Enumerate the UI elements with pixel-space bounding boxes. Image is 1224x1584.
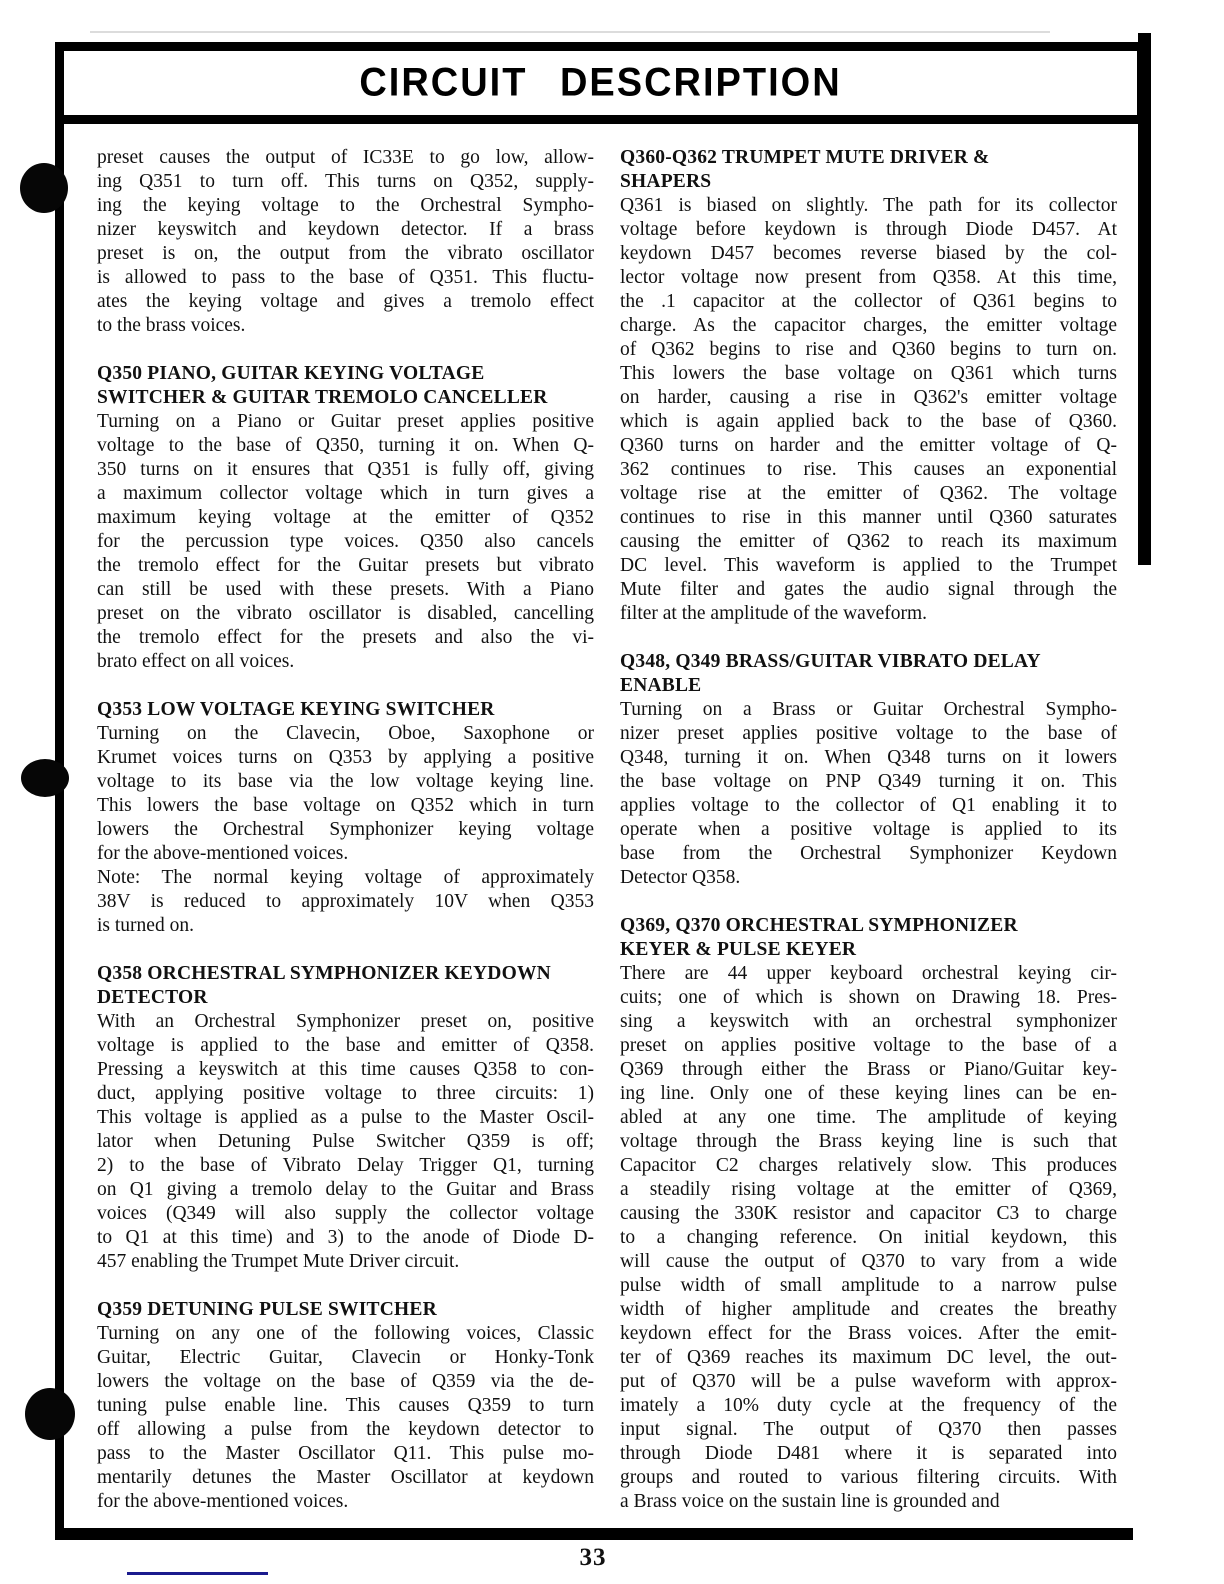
scan-artifact-line bbox=[90, 31, 1050, 33]
text-line: a maximum collector voltage which in turn gives a bbox=[97, 483, 594, 504]
section-heading-line: ENABLE bbox=[620, 675, 702, 696]
text-line: 350 turns on it ensures that Q351 is fully off, giving bbox=[97, 459, 594, 480]
text-line: 38V is reduced to approximately 10V when Q353 bbox=[97, 891, 594, 912]
text-line: voltage is applied to the base and emitter of Q358. bbox=[97, 1035, 594, 1056]
text-line: nizer preset applies positive voltage to the base of bbox=[620, 723, 1117, 744]
text-line: causing the emitter of Q362 to reach its maximum bbox=[620, 531, 1117, 552]
text-line: voltage before keydown is through Diode D457. At bbox=[620, 219, 1117, 240]
text-line: duct, applying positive voltage to three circuits: 1) bbox=[97, 1083, 594, 1104]
section bbox=[97, 698, 594, 938]
text-line: Turning on a Piano or Guitar preset applies positive bbox=[97, 411, 594, 432]
text-line: lator when Detuning Pulse Switcher Q359 is off; bbox=[97, 1131, 594, 1152]
text-line: a steadily rising voltage at the emitter of Q369, bbox=[620, 1179, 1117, 1200]
text-line: preset is on, the output from the vibrato oscillator bbox=[97, 243, 594, 264]
text-line: lowers the voltage on the base of Q359 via the de- bbox=[97, 1371, 594, 1392]
text-line: Q360 turns on harder and the emitter voltage of Q- bbox=[620, 435, 1117, 456]
text-line: There are 44 upper keyboard orchestral keying cir- bbox=[620, 963, 1117, 984]
text-line: 457 enabling the Trumpet Mute Driver circuit. bbox=[97, 1251, 460, 1272]
left-border-rule bbox=[55, 122, 64, 1540]
text-line: imately a 10% duty cycle at the frequency of the bbox=[620, 1395, 1117, 1416]
text-line: lector voltage now present from Q358. At this time, bbox=[620, 267, 1117, 288]
text-line: maximum keying voltage at the emitter of Q352 bbox=[97, 507, 594, 528]
text-line: will cause the output of Q370 to vary from a wide bbox=[620, 1251, 1117, 1272]
section-heading-line: Q359 DETUNING PULSE SWITCHER bbox=[97, 1299, 437, 1320]
text-line: ing Q351 to turn off. This turns on Q352, supply- bbox=[97, 171, 594, 192]
text-line: This lowers the base voltage on Q361 which turns bbox=[620, 363, 1117, 384]
text-line: mentarily detunes the Master Oscillator at keydown bbox=[97, 1467, 594, 1488]
text-line: Q369 through either the Brass or Piano/Guitar key- bbox=[620, 1059, 1117, 1080]
section-heading-line: Q348, Q349 BRASS/GUITAR VIBRATO DELAY bbox=[620, 651, 1041, 672]
text-line: the .1 capacitor at the collector of Q361 begins to bbox=[620, 291, 1117, 312]
text-line: This lowers the base voltage on Q352 which in turn bbox=[97, 795, 594, 816]
section bbox=[620, 914, 1117, 1514]
text-line: Capacitor C2 charges relatively slow. This produces bbox=[620, 1155, 1117, 1176]
text-line: Turning on the Clavecin, Oboe, Saxophone or bbox=[97, 723, 594, 744]
section bbox=[97, 362, 594, 674]
text-line: ates the keying voltage and gives a tremolo effect bbox=[97, 291, 594, 312]
text-line: to Q1 at this time) and 3) to the anode of Diode D- bbox=[97, 1227, 594, 1248]
text-line: DC level. This waveform is applied to the Trumpet bbox=[620, 555, 1117, 576]
text-line: nizer keyswitch and keydown detector. If a brass bbox=[97, 219, 594, 240]
section-heading-line: Q369, Q370 ORCHESTRAL SYMPHONIZER bbox=[620, 915, 1018, 936]
text-line: the tremolo effect for the Guitar presets but vibrato bbox=[97, 555, 594, 576]
right-column bbox=[620, 146, 1117, 1514]
text-line: ter of Q369 reaches its maximum DC level, the out- bbox=[620, 1347, 1117, 1368]
text-line: 362 continues to rise. This causes an exponential bbox=[620, 459, 1117, 480]
text-line: abled at any one time. The amplitude of keying bbox=[620, 1107, 1117, 1128]
section-heading-line: DETECTOR bbox=[97, 987, 208, 1008]
text-line: applies voltage to the collector of Q1 enabling it to bbox=[620, 795, 1117, 816]
text-line: put of Q370 will be a pulse waveform with approx- bbox=[620, 1371, 1117, 1392]
text-line: cuits; one of which is shown on Drawing 18. Pres- bbox=[620, 987, 1117, 1008]
text-line: is turned on. bbox=[97, 915, 194, 936]
text-line: voltage rise at the emitter of Q362. The voltage bbox=[620, 483, 1117, 504]
text-line: width of higher amplitude and creates the breathy bbox=[620, 1299, 1117, 1320]
section bbox=[97, 146, 594, 338]
text-line: ing the keying voltage to the Orchestral Sympho- bbox=[97, 195, 594, 216]
text-line: filter at the amplitude of the waveform. bbox=[620, 603, 928, 624]
text-line: voltage to its base via the low voltage keying line. bbox=[97, 771, 594, 792]
text-line: to a changing reference. On initial keydown, this bbox=[620, 1227, 1117, 1248]
text-line: to the brass voices. bbox=[97, 315, 246, 336]
section bbox=[620, 146, 1117, 626]
text-line: can still be used with these presets. With a Piano bbox=[97, 579, 594, 600]
text-line: This voltage is applied as a pulse to the Master Oscil- bbox=[97, 1107, 594, 1128]
footer-blue-line bbox=[127, 1572, 268, 1575]
text-line: the tremolo effect for the presets and also the vi- bbox=[97, 627, 594, 648]
text-line: Detector Q358. bbox=[620, 867, 741, 888]
text-line: continues to rise in this manner until Q360 saturates bbox=[620, 507, 1117, 528]
text-line: preset causes the output of IC33E to go low, allow- bbox=[97, 147, 594, 168]
text-line: Mute filter and gates the audio signal through the bbox=[620, 579, 1117, 600]
text-line: for the above-mentioned voices. bbox=[97, 1491, 349, 1512]
bottom-border-rule bbox=[55, 1528, 1133, 1540]
text-line: is allowed to pass to the base of Q351. This fluctu- bbox=[97, 267, 594, 288]
text-line: Guitar, Electric Guitar, Clavecin or Honky-Tonk bbox=[97, 1347, 594, 1368]
text-line: Turning on a Brass or Guitar Orchestral Sympho- bbox=[620, 699, 1117, 720]
text-line: groups and routed to various filtering circuits. With bbox=[620, 1467, 1117, 1488]
text-line: Q361 is biased on slightly. The path for its collector bbox=[620, 195, 1117, 216]
text-line: With an Orchestral Symphonizer preset on, positive bbox=[97, 1011, 594, 1032]
text-line: Turning on any one of the following voices, Classic bbox=[97, 1323, 594, 1344]
text-line: of Q362 begins to rise and Q360 begins to turn on. bbox=[620, 339, 1117, 360]
text-line: Pressing a keyswitch at this time causes Q358 to con- bbox=[97, 1059, 594, 1080]
section-heading-line: Q350 PIANO, GUITAR KEYING VOLTAGE bbox=[97, 363, 485, 384]
text-line: pass to the Master Oscillator Q11. This pulse mo- bbox=[97, 1443, 594, 1464]
section-heading-line: SWITCHER & GUITAR TREMOLO CANCELLER bbox=[97, 387, 548, 408]
scan-edge-bar bbox=[1138, 33, 1151, 565]
text-line: Krumet voices turns on Q353 by applying a positive bbox=[97, 747, 594, 768]
text-line: causing the 330K resistor and capacitor C3 to charge bbox=[620, 1203, 1117, 1224]
text-line: a Brass voice on the sustain line is grounded and bbox=[620, 1491, 1000, 1512]
text-line: Q348, turning it on. When Q348 turns on it lowers bbox=[620, 747, 1117, 768]
text-line: ing line. Only one of these keying lines can be en- bbox=[620, 1083, 1117, 1104]
binding-hole bbox=[25, 1388, 75, 1440]
text-line: on Q1 giving a tremolo delay to the Guitar and Brass bbox=[97, 1179, 594, 1200]
text-line: 2) to the base of Vibrato Delay Trigger Q1, turning bbox=[97, 1155, 594, 1176]
text-line: tuning pulse enable line. This causes Q359 to turn bbox=[97, 1395, 594, 1416]
section bbox=[620, 650, 1117, 890]
section bbox=[97, 962, 594, 1274]
text-line: which is again applied back to the base of Q360. bbox=[620, 411, 1117, 432]
text-line: for the above-mentioned voices. bbox=[97, 843, 349, 864]
text-line: charge. As the capacitor charges, the emitter voltage bbox=[620, 315, 1117, 336]
text-line: Note: The normal keying voltage of approximately bbox=[97, 867, 594, 888]
text-line: keydown effect for the Brass voices. After the emit- bbox=[620, 1323, 1117, 1344]
text-line: the base voltage on PNP Q349 turning it on. This bbox=[620, 771, 1117, 792]
text-line: keydown D457 becomes reverse biased by the col- bbox=[620, 243, 1117, 264]
text-line: base from the Orchestral Symphonizer Keydown bbox=[620, 843, 1117, 864]
text-line: off allowing a pulse from the keydown detector to bbox=[97, 1419, 594, 1440]
text-line: brato effect on all voices. bbox=[97, 651, 295, 672]
text-line: preset on applies positive voltage to the base of a bbox=[620, 1035, 1117, 1056]
text-line: input signal. The output of Q370 then passes bbox=[620, 1419, 1117, 1440]
text-line: pulse width of small amplitude to a narrow pulse bbox=[620, 1275, 1117, 1296]
left-column bbox=[97, 146, 594, 1514]
section-heading-line: Q353 LOW VOLTAGE KEYING SWITCHER bbox=[97, 699, 495, 720]
binding-hole bbox=[21, 759, 69, 797]
text-line: voltage to the base of Q350, turning it on. When Q- bbox=[97, 435, 594, 456]
page-number: 33 bbox=[579, 1544, 607, 1571]
page-title: CIRCUIT DESCRIPTION bbox=[359, 60, 842, 105]
page-header bbox=[55, 42, 1146, 124]
text-line: operate when a positive voltage is applied to its bbox=[620, 819, 1117, 840]
section-heading-line: SHAPERS bbox=[620, 171, 712, 192]
section-heading-line: Q358 ORCHESTRAL SYMPHONIZER KEYDOWN bbox=[97, 963, 551, 984]
text-line: voices (Q349 will also supply the collector voltage bbox=[97, 1203, 594, 1224]
text-line: preset on the vibrato oscillator is disabled, cancelling bbox=[97, 603, 594, 624]
text-line: lowers the Orchestral Symphonizer keying voltage bbox=[97, 819, 594, 840]
text-line: for the percussion type voices. Q350 also cancels bbox=[97, 531, 594, 552]
text-line: sing a keyswitch with an orchestral symphonizer bbox=[620, 1011, 1117, 1032]
section bbox=[97, 1298, 594, 1514]
binding-hole bbox=[20, 163, 68, 213]
section-heading-line: Q360-Q362 TRUMPET MUTE DRIVER & bbox=[620, 147, 990, 168]
text-line: voltage through the Brass keying line is such that bbox=[620, 1131, 1117, 1152]
text-line: through Diode D481 where it is separated into bbox=[620, 1443, 1117, 1464]
section-heading-line: KEYER & PULSE KEYER bbox=[620, 939, 857, 960]
text-line: on harder, causing a rise in Q362's emitter voltage bbox=[620, 387, 1117, 408]
